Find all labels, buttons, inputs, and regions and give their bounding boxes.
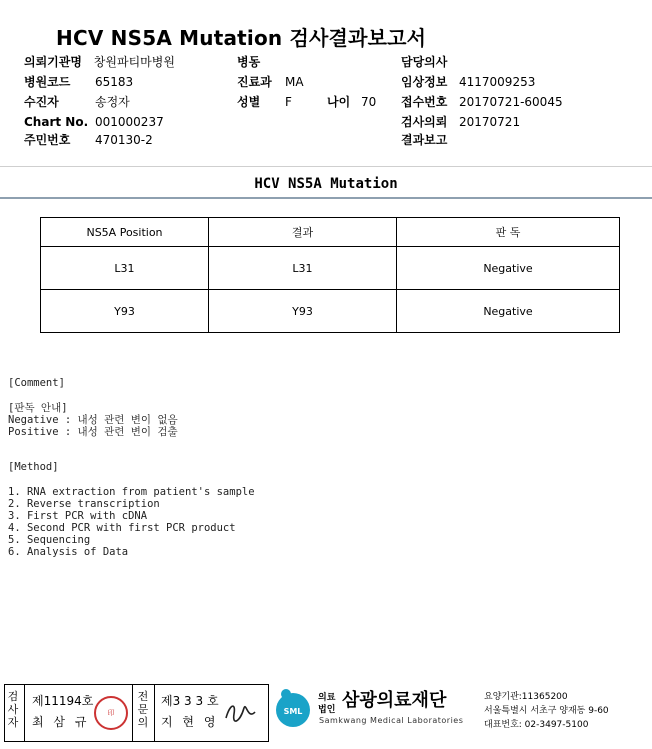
- table-header-row: [41, 218, 620, 247]
- report-title: HCV NS5A Mutation 검사결과보고서: [56, 26, 427, 50]
- org-prefix: 법인: [318, 705, 336, 715]
- method-step: 4. Second PCR with first PCR product: [8, 522, 236, 534]
- table-cell: Y93: [209, 290, 397, 333]
- logo-text: SML: [283, 707, 303, 716]
- signature-icon: [222, 696, 258, 726]
- org-name: 삼광의료재단: [342, 690, 447, 711]
- method-step: 5. Sequencing: [8, 534, 91, 546]
- examiner-label: [7, 690, 21, 729]
- info-label: Chart No.: [24, 115, 89, 129]
- org-prefix: 의료: [318, 693, 336, 703]
- org-english-name: Samkwang Medical Laboratories: [319, 716, 464, 725]
- seal-stamp-icon: 印: [94, 696, 128, 730]
- table-cell: L31: [209, 247, 397, 290]
- info-label: 주민번호: [24, 133, 71, 147]
- column-header: 판 독: [397, 218, 620, 247]
- reviewer-license: 제3 3 3 호: [161, 694, 219, 708]
- info-label: 결과보고: [401, 133, 448, 147]
- info-label: 담당의사: [401, 55, 448, 69]
- method-step: 6. Analysis of Data: [8, 546, 129, 558]
- info-value: 70: [361, 95, 377, 109]
- reviewer-label-text: 전문의: [137, 690, 149, 729]
- divider: [0, 197, 652, 199]
- comment-heading: [Comment]: [8, 377, 65, 389]
- info-request-date: [401, 115, 521, 129]
- org-address: 서울특별시 서초구 양재동 9-60: [484, 706, 609, 716]
- reviewer-name: 지 현 영: [161, 715, 219, 729]
- info-label: 접수번호: [401, 95, 448, 109]
- method-step: 3. First PCR with cDNA: [8, 510, 148, 522]
- info-label: 성별: [237, 95, 261, 109]
- info-sex: [237, 95, 292, 109]
- info-chart-no: [24, 115, 164, 129]
- info-resident-no: [24, 133, 153, 147]
- info-value: 창원파티마병원: [93, 55, 175, 69]
- table-row: [41, 247, 620, 290]
- guide-negative: Negative : 내성 관련 변이 없음: [8, 414, 178, 426]
- info-label: 병원코드: [24, 75, 71, 89]
- info-ward: [237, 55, 260, 69]
- section-title: HCV NS5A Mutation: [254, 176, 398, 192]
- info-value: 001000237: [95, 115, 164, 129]
- method-heading: [Method]: [8, 461, 59, 473]
- info-label: 나이: [327, 95, 351, 109]
- table-row: [41, 290, 620, 333]
- table-cell: L31: [41, 247, 209, 290]
- info-report-date: [401, 133, 447, 147]
- info-department: [237, 75, 304, 89]
- info-doctor: [401, 55, 447, 69]
- info-label: 병동: [237, 55, 261, 69]
- examiner-license: 제11194호: [32, 694, 94, 708]
- info-hospital: [24, 55, 175, 69]
- guide-positive: Positive : 내성 관련 변이 검출: [8, 426, 178, 438]
- info-patient: [24, 95, 130, 109]
- table-cell: Negative: [397, 247, 620, 290]
- table-cell: Y93: [41, 290, 209, 333]
- info-value: 송정자: [95, 95, 130, 109]
- reviewer-label: [137, 690, 151, 729]
- sml-logo-icon: [272, 686, 314, 728]
- info-label: 임상정보: [401, 75, 448, 89]
- org-phone: 대표번호: 02-3497-5100: [484, 720, 589, 730]
- divider: [0, 166, 652, 167]
- info-label: 진료과: [237, 75, 272, 89]
- info-value: MA: [285, 75, 304, 89]
- info-value: 20170721: [459, 115, 521, 129]
- info-value: F: [285, 95, 292, 109]
- method-step: 1. RNA extraction from patient's sample: [8, 486, 255, 498]
- column-header: NS5A Position: [41, 218, 209, 247]
- info-receipt-no: [401, 95, 563, 109]
- org-code: 요양기관:11365200: [484, 692, 568, 702]
- info-label: 검사의뢰: [401, 115, 448, 129]
- info-label: 의뢰기관명: [24, 55, 82, 69]
- info-value: 470130-2: [95, 133, 153, 147]
- info-hospital-code: [24, 75, 134, 89]
- result-table: [40, 217, 620, 333]
- examiner-label-text: 검사자: [7, 690, 19, 729]
- info-label: 수진자: [24, 95, 59, 109]
- guide-heading: [판독 안내]: [8, 402, 68, 414]
- info-value: 65183: [95, 75, 134, 89]
- info-value: 4117009253: [459, 75, 536, 89]
- table-cell: Negative: [397, 290, 620, 333]
- info-value: 20170721-60045: [459, 95, 563, 109]
- examiner-name: 최 삼 규: [32, 715, 90, 729]
- column-header: 결과: [209, 218, 397, 247]
- method-step: 2. Reverse transcription: [8, 498, 160, 510]
- info-clinical: [401, 75, 536, 89]
- info-age: [327, 95, 377, 109]
